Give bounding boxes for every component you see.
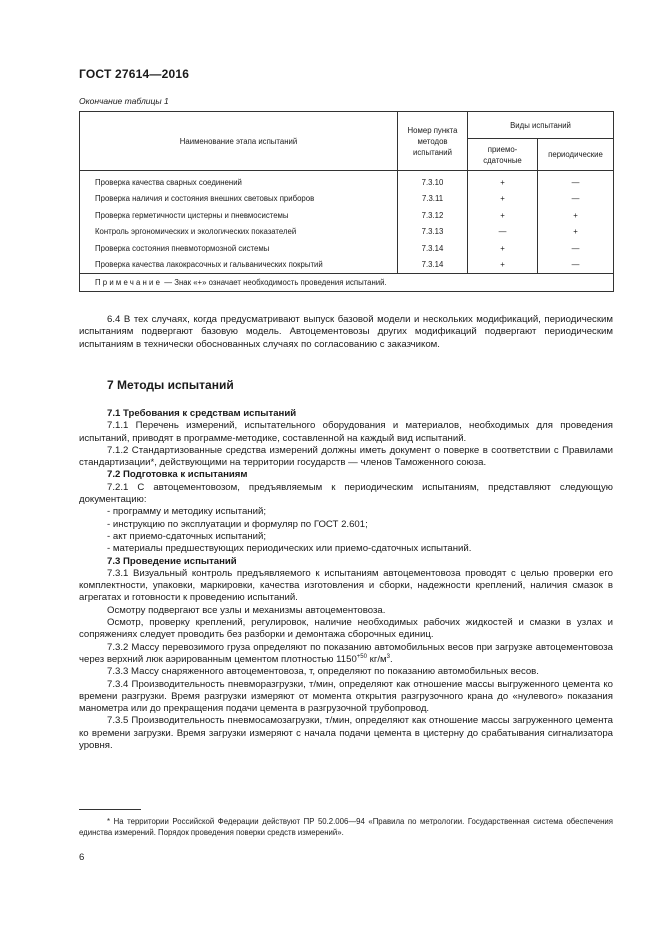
subsection-7-3-title: 7.3 Проведение испытаний	[107, 555, 237, 567]
col-header-name: Наименование этапа испытаний	[80, 112, 398, 171]
paragraph-7-3-1: 7.3.1 Визуальный контроль предъявляемого к испытаниям автоцементовоза проводят с целью проверки его комплектности, упаковки, маркировки, качества изготовления и сборки, надежности креплений, наличия смазок в агрегатах и готовности к проведению испытаний.	[79, 567, 613, 604]
footnote: * На территории Российской Федерации действуют ПР 50.2.006—94 «Правила по метрологии. Государственная система обеспечения единства измерений. Порядок проведения поверки средств измерений».	[79, 817, 613, 837]
table-row	[80, 207, 614, 224]
row-item: 7.3.10	[398, 171, 468, 191]
row-name: Проверка качества лакокрасочных и гальванических покрытий	[80, 257, 398, 274]
list-item: - материалы предшествующих периодических или приемо-сдаточных испытаний.	[107, 543, 472, 555]
density-unit: кг/м	[366, 653, 387, 665]
paragraph-6-4-block	[79, 314, 613, 351]
table-row	[80, 171, 614, 191]
row-name: Проверка состояния пневмотормозной системы	[80, 240, 398, 257]
row-periodic: —	[538, 240, 614, 257]
row-acceptance: —	[468, 224, 538, 241]
paragraph-7-1-2: 7.1.2 Стандартизованные средства измерений должны иметь документ о поверке в соответствии с Правилами стандартизации*, действующими на территории государств — членов Таможенного союза.	[79, 444, 613, 469]
density-tolerance: +50	[356, 653, 367, 660]
table-caption: Окончание таблицы 1	[79, 96, 169, 106]
row-name: Контроль эргономических и экологических показателей	[80, 224, 398, 241]
note-text: — Знак «+» означает необходимость проведения испытаний.	[162, 278, 387, 287]
table-note-row	[80, 274, 614, 292]
row-name: Проверка герметичности цистерны и пневмосистемы	[80, 207, 398, 224]
row-periodic: —	[538, 257, 614, 274]
row-item: 7.3.14	[398, 257, 468, 274]
row-acceptance: +	[468, 207, 538, 224]
paragraph-7-3-5: 7.3.5 Производительность пневмосамозагрузки, т/мин, определяют как отношение массы загруженного цемента ко времени загрузки. Время загрузки измеряют с начала подачи цемента в цистерну до срабатывания сигнализатора уровня.	[79, 715, 613, 752]
col-header-types: Виды испытаний	[468, 112, 614, 139]
row-name: Проверка качества сварных соединений	[80, 171, 398, 191]
subsection-7-1-title: 7.1 Требования к средствам испытаний	[107, 408, 297, 419]
section-7-title: 7 Методы испытаний	[107, 378, 234, 392]
list-item: - инструкцию по эксплуатации и формуляр по ГОСТ 2.601;	[107, 518, 368, 530]
paragraph-7-3-2-text: 7.3.2 Массу перевозимого груза определяют по показанию автомобильных весов при загрузке автоцементовоза через верхний люк аэрированным цементом плотностью 1150	[79, 641, 613, 665]
paragraph-7-3-2-end: .	[389, 653, 393, 665]
table-row	[80, 240, 614, 257]
page-number: 6	[79, 852, 85, 863]
subsection-7-2-title: 7.2 Подготовка к испытаниям	[107, 469, 248, 481]
footnote-block	[79, 816, 613, 838]
document-header: ГОСТ 27614—2016	[79, 67, 190, 81]
unit-exponent: 3	[386, 653, 390, 660]
note-label: Примечание	[95, 278, 163, 287]
table-row	[80, 224, 614, 241]
row-acceptance: +	[468, 191, 538, 208]
col-header-item: Номер пункта методов испытаний	[398, 112, 468, 171]
table-row	[80, 257, 614, 274]
row-periodic: +	[538, 224, 614, 241]
row-item: 7.3.11	[398, 191, 468, 208]
section-7-body	[79, 408, 613, 752]
row-acceptance: +	[468, 240, 538, 257]
paragraph-7-3-4: 7.3.4 Производительность пневморазгрузки, т/мин, определяют как отношение массы выгруженного цемента ко времени разгрузки. Время разгрузки измеряют от момента открытия разгрузочного крана до «нулевого» показания манометра или до прекращения подачи цемента в разгрузочной трубопровод.	[79, 678, 613, 715]
tests-table	[79, 111, 614, 292]
row-item: 7.3.13	[398, 224, 468, 241]
col-header-periodic: периодические	[538, 139, 614, 171]
row-acceptance: +	[468, 171, 538, 191]
footnote-divider	[79, 809, 141, 810]
paragraph-7-3-1c: Осмотр, проверку креплений, регулировок, наличие необходимых рабочих жидкостей и смазки в узлах и сопряжениях следует проводить без разборки и демонтажа сборочных единиц.	[79, 617, 613, 641]
row-periodic: —	[538, 191, 614, 208]
documentation-list	[79, 506, 613, 555]
paragraph-7-3-2	[79, 642, 613, 667]
row-item: 7.3.12	[398, 207, 468, 224]
row-item: 7.3.14	[398, 240, 468, 257]
paragraph-7-3-1b: Осмотру подвергают все узлы и механизмы автоцементовоза.	[107, 604, 386, 616]
col-header-acceptance: приемо-сдаточные	[468, 139, 538, 171]
row-acceptance: +	[468, 257, 538, 274]
row-periodic: +	[538, 207, 614, 224]
paragraph-6-4: 6.4 В тех случаях, когда предусматривают выпуск базовой модели и нескольких модификаций, периодическим испытаниям подвергают базовую модель. Автоцементовозы других модификаций подвергают периодическим испытаниям в технически обоснованных случаях по согласованию с заказчиком.	[79, 314, 613, 350]
list-item: - программу и методику испытаний;	[107, 506, 266, 518]
table-note	[80, 274, 614, 292]
paragraph-7-1-1: 7.1.1 Перечень измерений, испытательного оборудования и материалов, необходимых для проведения испытаний, приводят в программе-методике, составленной на каждый вид испытаний.	[79, 420, 613, 444]
row-periodic: —	[538, 171, 614, 191]
list-item: - акт приемо-сдаточных испытаний;	[107, 530, 267, 542]
row-name: Проверка наличия и состояния внешних световых приборов	[80, 191, 398, 208]
table-row	[80, 191, 614, 208]
paragraph-7-3-3: 7.3.3 Массу снаряженного автоцементовоза, т, определяют по показанию автомобильных весов.	[107, 666, 539, 678]
paragraph-7-2-1: 7.2.1 С автоцементовозом, предъявляемым к периодическим испытаниям, представляют следующую документацию:	[79, 481, 613, 506]
